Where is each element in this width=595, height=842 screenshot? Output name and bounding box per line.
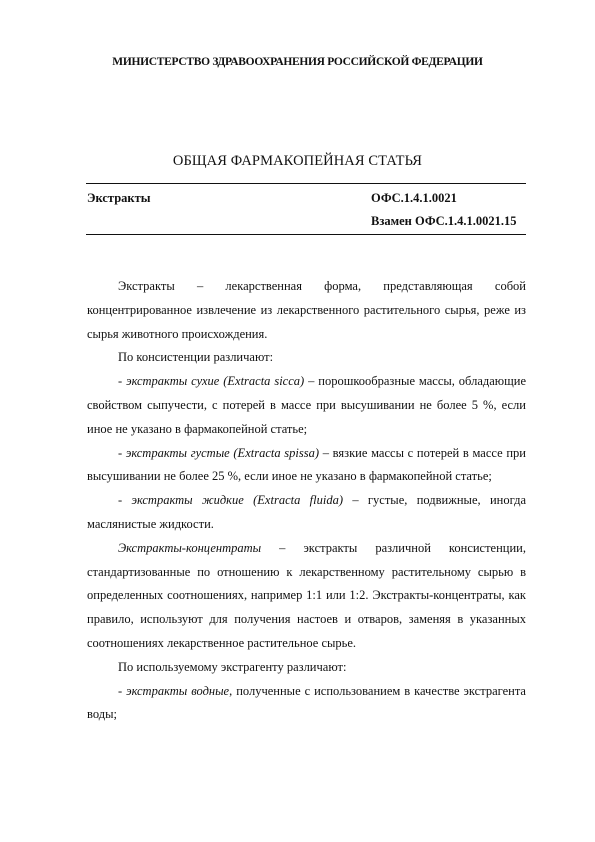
header-rule-top [86, 183, 526, 184]
list-item-liquid-extracts [87, 489, 526, 537]
bullet-dash: - [118, 374, 127, 389]
definition-concentrates: – экстракты различной консистенции, стандартизованные по отношению к лекарственному растительному сырью в определенных соотношениях, например 1:1 или 1:2. Экстракты-концентраты, как правило, используют для получения настоев и отваров, заменяя в указанных соотношениях лекарственное растительное сырье. [87, 540, 526, 650]
paragraph-definition: Экстракты – лекарственная форма, представляющая собой концентрированное извлечение из лекарственного растительного сырья, реже из сырья животного происхождения. [87, 279, 526, 341]
term-liquid-extracts: экстракты жидкие (Extracta fluida) [131, 493, 343, 508]
list-item-thick-extracts [87, 442, 526, 490]
definition-dry-extracts: – порошкообразные массы, обладающие свойством сыпучести, с потерей в массе при высушивании не более 5 %, если иное не указано в фармакопейной статье; [87, 374, 526, 436]
bullet-dash: - [118, 493, 132, 508]
article-name: Экстракты [87, 191, 151, 205]
article-body [87, 275, 526, 727]
bullet-dash: - [118, 445, 126, 460]
ministry-heading: МИНИСТЕРСТВО ЗДРАВООХРАНЕНИЯ РОССИЙСКОЙ ФЕДЕРАЦИИ [112, 56, 483, 68]
list-item-aqueous-extracts [87, 680, 526, 728]
paragraph-extractant-intro: По используемому экстрагенту различают: [118, 659, 347, 674]
replaces-code: Взамен ОФС.1.4.1.0021.15 [371, 214, 517, 228]
paragraph-consistency-intro: По консистенции различают: [118, 350, 274, 365]
header-rule-bottom [86, 234, 526, 235]
paragraph-concentrates [87, 537, 526, 656]
definition-thick-extracts: – вязкие массы с потерей в массе при высушивании не более 25 %, если иное не указано в фармакопейной статье; [87, 445, 526, 484]
document-type-title: ОБЩАЯ ФАРМАКОПЕЙНАЯ СТАТЬЯ [172, 153, 423, 169]
term-thick-extracts: экстракты густые (Extracta spissa) [125, 445, 320, 460]
bullet-dash: - [118, 683, 127, 698]
term-aqueous-extracts: экстракты водные [126, 683, 230, 698]
definition-aqueous-extracts: , полученные с использованием в качестве экстрагента воды; [87, 683, 526, 722]
term-dry-extracts: экстракты сухие (Extracta sicca) [126, 374, 305, 389]
list-item-dry-extracts [87, 370, 526, 441]
term-concentrates: Экстракты-концентраты [118, 540, 262, 555]
article-code: ОФС.1.4.1.0021 [371, 191, 457, 205]
definition-liquid-extracts: – густые, подвижные, иногда маслянистые жидкости. [87, 493, 526, 531]
